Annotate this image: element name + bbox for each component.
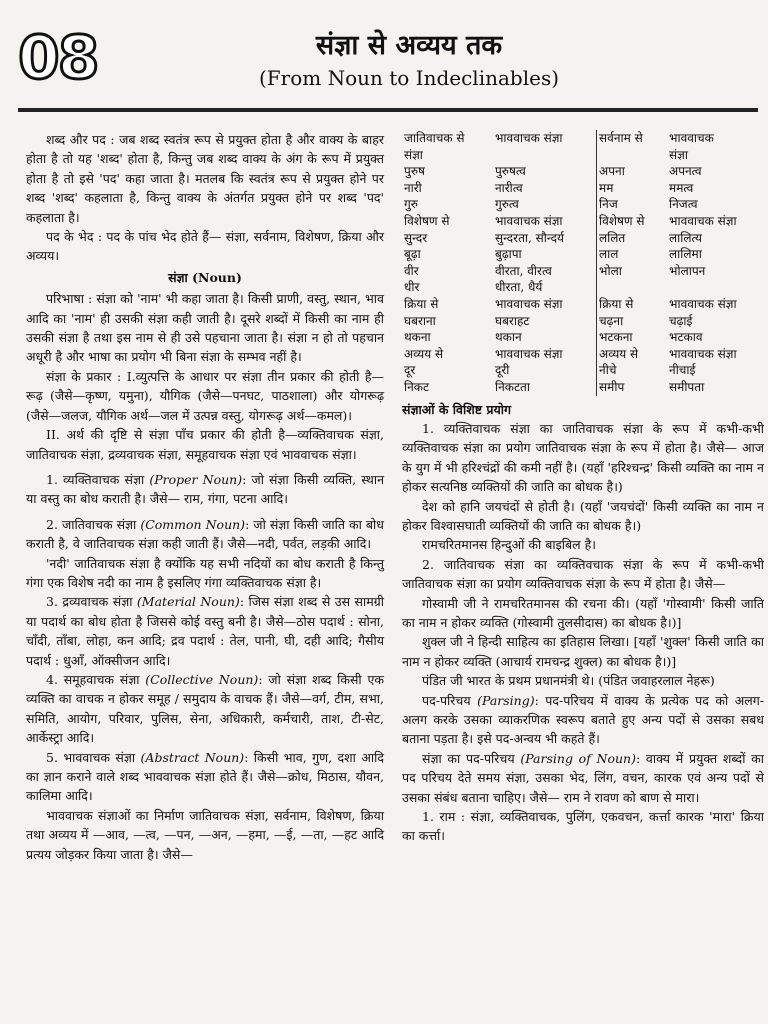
- table-row: [402, 379, 764, 396]
- table-cell: जातिवाचक से: [404, 131, 465, 145]
- table-cell: समीप: [597, 379, 667, 396]
- common-noun-english: (Common Noun): [140, 516, 246, 532]
- collective-noun-text: : जो संज्ञा शब्द किसी एक व्यक्ति का वाचक न होकर समूह / समुदाय के वाचक हैं। जैसे—वर्ग, टीम, सभा, समिति, आयोग, परिवार, पुलिस, सेना, अधिकारी, कर्मचारी, ताश, टी-सेट, आर्केस्ट्रा आदि।: [26, 671, 384, 746]
- paragraph-abstract-formation: भाववाचक संज्ञाओं का निर्माण जातिवाचक संज्ञा, सर्वनाम, विशेषण, क्रिया तथा अव्यय में —आव, —त्व, —पन, —अन, —हमा, —ई, —ता, —हट आदि प्रत्यय जोड़कर किया जाता है। जैसे—: [26, 807, 384, 862]
- special-use-2-example-2: शुक्ल जी ने हिन्दी साहित्य का इतिहास लिखा। [यहाँ 'शुक्ल' किसी जाति का नाम न होकर व्यक्ति (आचार्य रामचन्द्र शुक्ल) का बोधक है।)]: [402, 634, 764, 669]
- table-cell: गुरु: [404, 197, 418, 212]
- table-cell: निकट: [404, 379, 430, 394]
- special-use-1-example-2: देश को हानि जयचंदों से होती है। (यहाँ 'जयचंदों' किसी व्यक्ति का नाम न होकर विश्वासघाती व्यक्तियों की जाति का बोधक है।): [402, 498, 764, 533]
- table-cell: घबराना: [404, 313, 436, 328]
- special-use-1: 1. व्यक्तिवाचक संज्ञा का जातिवाचक संज्ञा के रूप में कभी-कभी व्यक्तिवाचक संज्ञा का प्रयोग जातिवाचक संज्ञा के रूप में होता है। जैसे— आज के युग में भी हरिश्चंद्रों की कमी नहीं है। (यहाँ 'हरिश्चन्द्र' किसी व्यक्ति का नाम न होकर सत्यनिष्ठ व्यक्तियों की जाति का बोधक है।): [402, 420, 764, 495]
- table-cell: संज्ञा: [404, 147, 423, 162]
- table-row: [402, 313, 764, 330]
- table-row: [402, 296, 764, 313]
- material-noun-english: (Material Noun): [136, 594, 240, 610]
- table-cell: [667, 279, 764, 296]
- table-cell: [597, 279, 667, 296]
- chapter-title-hindi: संज्ञा से अव्यय तक: [315, 30, 503, 61]
- table-cell: सुन्दरता, सौन्दर्य: [494, 230, 564, 245]
- table-cell: धीर: [404, 280, 420, 295]
- special-use-2-example-3: पंडित जी भारत के प्रथम प्रधानमंत्री थे। (पंडित जवाहरलाल नेहरू): [422, 673, 715, 689]
- table-cell: धीरता, धैर्य: [494, 280, 543, 295]
- special-use-2: 2. जातिवाचक संज्ञा का व्यक्तिवचाक संज्ञा के रूप में कभी-कभी जातिवाचक संज्ञा का प्रयोग व्यक्तिवाचक संज्ञा के रूप में होता है। जैसे—: [402, 556, 764, 592]
- parsing-english: (Parsing): [477, 692, 535, 708]
- table-cell: सर्वनाम से: [597, 130, 667, 147]
- table-cell: लालित्य: [669, 230, 702, 245]
- section-title-noun: संज्ञा (Noun): [168, 269, 242, 285]
- table-cell: घबराहट: [494, 313, 530, 328]
- table-cell: नारीत्व: [494, 180, 523, 195]
- table-cell: वीरता, वीरत्व: [494, 263, 552, 278]
- table-cell: दूरी: [494, 363, 510, 378]
- collective-noun-english: (Collective Noun): [145, 671, 259, 687]
- header-rule: [18, 108, 758, 112]
- table-cell: लाल: [597, 246, 667, 263]
- table-cell: समीपता: [669, 379, 705, 394]
- table-row: [402, 263, 764, 280]
- table-cell: भोलापन: [669, 263, 706, 278]
- parsing-paragraph: [402, 691, 764, 749]
- chapter-header: [0, 0, 768, 120]
- table-cell: अव्यय से: [404, 346, 444, 361]
- section-title-special-uses: संज्ञाओं के विशिष्ट प्रयोग: [402, 401, 511, 417]
- paragraph-noun-types-2: II. अर्थ की दृष्टि से संज्ञा पाँच प्रकार की होती है—व्यक्तिवाचक संज्ञा, जातिवाचक संज्ञा, द्रव्यवाचक संज्ञा, समूहवाचक संज्ञा एवं भाववाचक संज्ञा।: [26, 427, 384, 462]
- special-use-2-example-1: गोस्वामी जी ने रामचरितमानस की रचना की। (यहाँ 'गोस्वामी' किसी जाति का नाम न होकर व्यक्ति (गोस्वामी तुलसीदास) का बोधक है।)]: [402, 595, 764, 630]
- table-cell: बुढ़ापा: [494, 247, 522, 262]
- table-row: [402, 346, 764, 363]
- parsing-text: : पद-परिचय में वाक्य के प्रत्येक पद को अलग-अलग करके उसका व्याकरणिक स्वरूप बताते हुए अन्य पदों से उसका सबध बताना पड़ता है। इसे पद-अन्वय भी कहते हैं।: [402, 692, 764, 747]
- common-noun-note: 'नदी' जातिवाचक संज्ञा है क्योंकि यह सभी नदियों का बोध कराती है किन्तु गंगा एक विशेष नदी का नाम है इसलिए गंगा व्यक्तिवाचक संज्ञा है।: [26, 555, 384, 590]
- table-row: [402, 213, 764, 230]
- table-cell: विशेषण से: [404, 213, 450, 228]
- table-cell: भाववाचक संज्ञा: [494, 296, 563, 311]
- common-noun-item: [26, 515, 384, 554]
- table-cell: अपना: [597, 163, 667, 180]
- noun-parsing-paragraph: [402, 749, 764, 807]
- table-cell: ललित: [597, 230, 667, 247]
- collective-noun-label: 4. समूहवाचक संज्ञा: [46, 671, 140, 687]
- abstract-noun-table: [402, 130, 764, 396]
- material-noun-text: : जिस संज्ञा शब्द से उस सामग्री या पदार्थ का बोध होता है जिससे कोई वस्तु बनी है। जैसे—ठोस पदार्थ : सोना, चाँदी, ताँबा, लोहा, कन आदि; द्रव पदार्थ : तेल, पानी, घी, दही आदि; गैसीय पदार्थ : धुआँ, ऑक्सीजन आदि।: [26, 594, 384, 668]
- table-row: [402, 230, 764, 247]
- table-cell: नीचे: [597, 362, 667, 379]
- chapter-title-english: (From Noun to Indeclinables): [258, 66, 560, 90]
- table-cell: दूर: [404, 363, 416, 378]
- paragraph-pad-types: पद के भेद : पद के पांच भेद होते हैं— संज्ञा, सर्वनाम, विशेषण, क्रिया और अव्यय।: [26, 229, 384, 264]
- table-cell: नीचाई: [669, 363, 696, 378]
- table-row: [402, 279, 764, 296]
- table-row: [402, 163, 764, 180]
- table-cell: मम: [597, 180, 667, 197]
- paragraph-noun-types-1: संज्ञा के प्रकार : I.व्युत्पत्ति के आधार पर संज्ञा तीन प्रकार की होती है— रूढ़ (जैसे—कृष्ण, यमुना), यौगिक (जैसे—पनघट, पाठशाला) और योगरूढ़ (जैसे—जलज, यौगिक अर्थ—जल में उत्पन्न वस्तु, योगरूढ़ अर्थ—कमल)।: [26, 368, 384, 423]
- table-cell: ममत्व: [669, 180, 694, 195]
- table-cell: पुरुषत्व: [494, 164, 526, 179]
- table-cell: निजत्व: [669, 197, 698, 212]
- table-cell: पुरुष: [404, 164, 425, 179]
- table-cell: भाववाचक संज्ञा: [494, 213, 563, 228]
- table-cell: चढ़ना: [597, 313, 667, 330]
- noun-parsing-label: संज्ञा का पद-परिचय: [422, 750, 515, 766]
- table-row: [402, 180, 764, 197]
- common-noun-label: 2. जातिवाचक संज्ञा: [46, 516, 137, 532]
- table-row: [402, 329, 764, 346]
- table-cell: सुन्दर: [404, 230, 428, 245]
- table-cell: [597, 147, 667, 164]
- table-cell: क्रिया से: [597, 296, 667, 313]
- table-cell: भटकना: [597, 329, 667, 346]
- table-row: [402, 362, 764, 379]
- paragraph-definition: परिभाषा : संज्ञा को 'नाम' भी कहा जाता है। किसी प्राणी, वस्तु, स्थान, भाव आदि का 'नाम' ही उसकी संज्ञा कही जाती है। दूसरे शब्दों में किसी का नाम ही उसकी संज्ञा है तथा इस नाम से ही उसे पहचाना जाता है। संज्ञा न हो तो पहचान अधूरी है और भाषा का प्रयोग भी बिना संज्ञा के सम्भव नहीं है।: [26, 291, 384, 365]
- collective-noun-item: [26, 670, 384, 748]
- table-cell: निज: [597, 196, 667, 213]
- table-cell: लालिमा: [669, 247, 702, 262]
- paragraph-word-and-pad: शब्द और पद : जब शब्द स्वतंत्र रूप से प्रयुक्त होता है और वाक्य के बाहर होता है तो यह 'शब्द' होता है, किन्तु जब शब्द वाक्य के अंग के रूप में प्रयुक्त होता है तो इसे 'पद' कहा जाता है। मतलब कि स्वतंत्र रूप से प्रयुक्त होने पर शब्द 'शब्द' कहलाता है, किन्तु वाक्य के अंतर्गत प्रयुक्त होने पर शब्द 'पद' कहलाता है।: [26, 132, 384, 225]
- table-cell: क्रिया से: [404, 296, 439, 311]
- parsing-label: पद-परिचय: [422, 692, 471, 708]
- table-cell: अव्यय से: [597, 346, 667, 363]
- proper-noun-text: : जो संज्ञा किसी व्यक्ति, स्थान या वस्तु का बोध कराती है। जैसे— राम, गंगा, पटना आदि।: [26, 471, 385, 507]
- table-cell: विशेषण से: [597, 213, 667, 230]
- abstract-noun-item: [26, 748, 384, 806]
- table-cell: बूढ़ा: [404, 247, 421, 262]
- table-cell: गुरुत्व: [494, 197, 519, 212]
- table-cell: अपनत्व: [669, 164, 702, 179]
- table-cell: वीर: [404, 263, 419, 278]
- table-cell: भाववाचक संज्ञा: [669, 213, 737, 228]
- parsing-example-1: 1. राम : संज्ञा, व्यक्तिवाचक, पुलिंग, एकवचन, कर्त्ता कारक 'मारा' क्रिया का कर्त्ता।: [402, 809, 764, 844]
- table-cell: भाववाचक: [669, 131, 714, 145]
- table-cell: निकटता: [494, 379, 530, 394]
- common-noun-text: : जो संज्ञा किसी जाति का बोध कराती है, वे जातिवाचक संज्ञा कही जाती हैं। जैसे—नदी, पर्वत, लड़की आदि।: [26, 516, 384, 552]
- noun-parsing-text: : वाक्य में प्रयुक्त शब्दों का पद परिचय देते समय संज्ञा, उसका भेद, लिंग, वचन, कारक एवं अन्य पदों से उसका संबंध बताना चाहिए। जैसे— राम ने रावण को बाण से मारा।: [402, 750, 764, 805]
- noun-parsing-english: (Parsing of Noun): [520, 750, 636, 766]
- table-cell: भाववाचक संज्ञा: [494, 131, 563, 145]
- table-cell: भाववाचक संज्ञा: [669, 296, 737, 311]
- material-noun-item: [26, 592, 384, 670]
- table-row: [402, 147, 764, 164]
- table-cell: भाववाचक संज्ञा: [494, 346, 563, 361]
- table-row: [402, 196, 764, 213]
- special-use-1-example-3: रामचरितमानस हिन्दुओं की बाइबिल है।: [422, 537, 596, 553]
- right-column: [402, 130, 764, 846]
- table-cell: चढ़ाई: [669, 313, 693, 328]
- table-cell: थकना: [404, 330, 431, 345]
- table-cell: भाववाचक संज्ञा: [669, 346, 737, 361]
- abstract-noun-english: (Abstract Noun): [140, 749, 245, 765]
- table-row: [402, 246, 764, 263]
- material-noun-label: 3. द्रव्यवाचक संज्ञा: [46, 594, 133, 610]
- chapter-number: 08: [18, 23, 98, 93]
- table-cell: भटकाव: [669, 330, 703, 345]
- left-column: [26, 130, 384, 864]
- proper-noun-english: (Proper Noun): [149, 471, 243, 487]
- table-cell: भोला: [597, 263, 667, 280]
- abstract-noun-label: 5. भाववाचक संज्ञा: [46, 749, 136, 765]
- table-cell: नारी: [404, 180, 422, 195]
- table-cell: [493, 147, 597, 164]
- proper-noun-item: [26, 470, 384, 509]
- table-row: [402, 130, 764, 147]
- abstract-noun-text: : किसी भाव, गुण, दशा आदि का ज्ञान कराने वाले शब्द भाववाचक संज्ञा होते हैं। जैसे—क्रोध, मिठास, यौवन, कालिमा आदि।: [26, 749, 384, 804]
- proper-noun-label: 1. व्यक्तिवाचक संज्ञा: [46, 471, 145, 487]
- table-cell: थकान: [494, 330, 522, 345]
- table-cell: संज्ञा: [669, 147, 688, 162]
